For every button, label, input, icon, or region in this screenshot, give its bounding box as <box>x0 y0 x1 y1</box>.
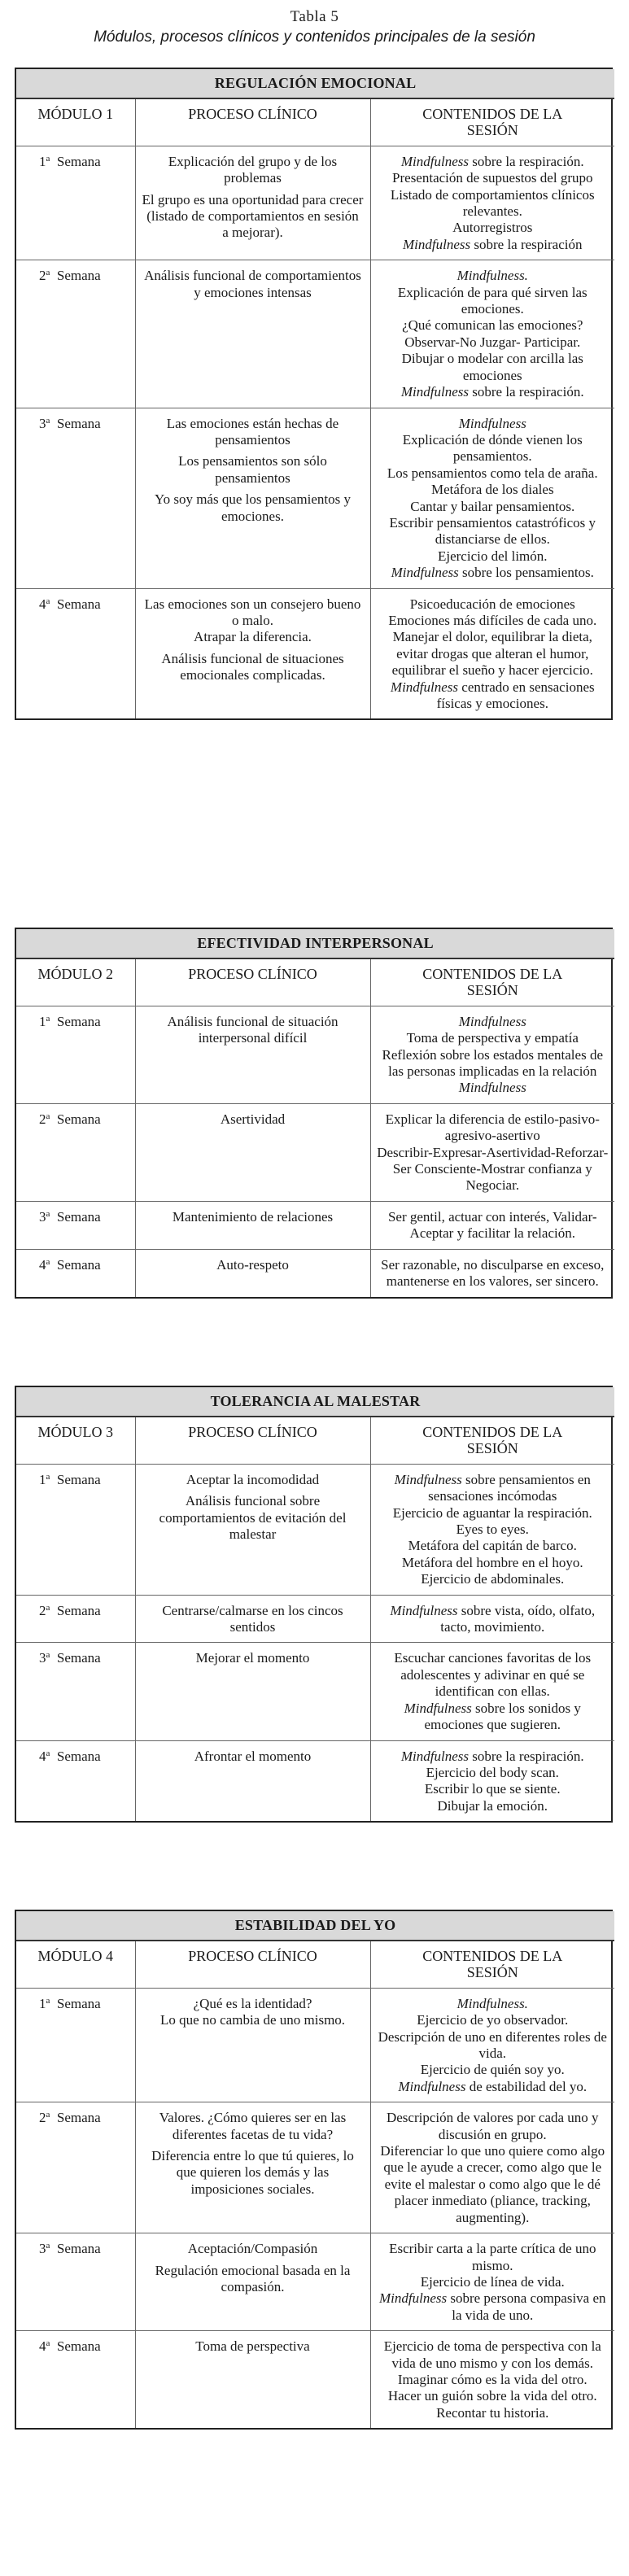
process-text: Explicación del grupo y de los problemas <box>168 153 338 186</box>
content-text: Mindfulness <box>458 415 526 431</box>
content-cell <box>370 588 614 718</box>
table-row <box>16 1249 614 1296</box>
process-text: Análisis funcional sobre comportamientos de evitación del malestar <box>159 1493 347 1543</box>
week-label: Semana <box>56 415 101 431</box>
content-cell <box>370 2102 614 2233</box>
week-cell <box>16 146 135 260</box>
week-cell <box>16 1249 135 1296</box>
process-text: Los pensamientos son sólo pensamientos <box>178 453 327 486</box>
content-text: Ejercicio de aguantar la respiración. <box>392 1504 592 1521</box>
week-ordinal: a <box>46 2241 50 2251</box>
week-label: Semana <box>56 1111 101 1127</box>
content-text: Ejercicio de línea de vida. <box>420 2273 565 2290</box>
content-text: Mindfulness sobre la respiración. <box>400 153 584 169</box>
module-label: MÓDULO 1 <box>16 98 135 146</box>
module-title: REGULACIÓN EMOCIONAL <box>16 69 614 98</box>
table-caption <box>0 0 629 48</box>
process-text: Aceptación/Compasión <box>187 2241 318 2257</box>
week-ordinal: a <box>46 1208 50 1219</box>
content-cell <box>370 1201 614 1249</box>
content-text: Psicoeducación de emociones <box>409 596 575 612</box>
module-table-2 <box>15 928 613 1299</box>
module-label: MÓDULO 3 <box>16 1417 135 1464</box>
header-proceso: PROCESO CLÍNICO <box>135 1417 370 1464</box>
content-text: Explicar la diferencia de estilo-pasivo-agresivo-asertivo <box>385 1111 600 1144</box>
content-text: Mindfulness. <box>456 1995 528 2011</box>
table-row <box>16 2102 614 2233</box>
process-cell <box>135 1249 370 1296</box>
content-text: Mindfulness <box>458 1013 526 1029</box>
process-text: Centrarse/calmarse en los cincos sentidos <box>162 1602 343 1635</box>
week-ordinal: a <box>46 1256 50 1267</box>
week-cell <box>16 2233 135 2331</box>
content-text: Dibujar o modelar con arcilla las emociones <box>401 351 583 383</box>
content-text: Metáfora de los diales <box>430 482 554 498</box>
process-text: Las emociones están hechas de pensamientos <box>166 415 339 448</box>
process-text: Análisis funcional de situación interpersonal difícil <box>167 1013 339 1046</box>
table-number: Tabla 5 <box>290 8 339 25</box>
content-cell <box>370 1595 614 1643</box>
content-text: Los pensamientos como tela de araña. <box>387 465 598 481</box>
content-text: Mindfulness centrado en sensaciones físicas y emociones. <box>390 679 595 711</box>
week-cell <box>16 2331 135 2429</box>
week-cell <box>16 408 135 588</box>
table-row <box>16 1464 614 1595</box>
week-number: 4 <box>39 2338 46 2355</box>
week-ordinal: a <box>46 2110 50 2120</box>
process-text: Mantenimiento de relaciones <box>172 1208 334 1225</box>
table-row <box>16 1103 614 1201</box>
week-label: Semana <box>56 1748 101 1764</box>
process-text: Aceptar la incomodidad <box>186 1471 320 1487</box>
week-cell <box>16 1595 135 1643</box>
process-text: Afrontar el momento <box>194 1748 312 1764</box>
content-cell <box>370 1103 614 1201</box>
table-row <box>16 588 614 718</box>
content-text: Manejar el dolor, equilibrar la dieta, evitar drogas que alteran el humor, equilibrar el sueño y hacer ejercicio. <box>391 629 593 679</box>
header-contenidos: CONTENIDOS DE LA SESIÓN <box>370 1941 614 1988</box>
week-label: Semana <box>56 2241 101 2257</box>
content-text: Metáfora del capitán de barco. <box>408 1538 577 1554</box>
header-proceso: PROCESO CLÍNICO <box>135 958 370 1006</box>
week-label: Semana <box>56 2110 101 2126</box>
content-text: Escuchar canciones favoritas de los adolescentes y adivinar en qué se identifican con ellas. <box>394 1650 592 1700</box>
content-text: Mindfulness sobre pensamientos en sensaciones incómodas <box>394 1471 591 1504</box>
content-text: Imaginar cómo es la vida del otro. <box>397 2371 588 2387</box>
week-cell <box>16 1740 135 1821</box>
week-cell <box>16 1201 135 1249</box>
process-text: Las emociones son un consejero bueno o malo. <box>144 596 361 628</box>
content-cell <box>370 2233 614 2331</box>
week-cell <box>16 1643 135 1740</box>
process-cell <box>135 1988 370 2102</box>
week-label: Semana <box>56 596 101 612</box>
week-label: Semana <box>56 268 101 284</box>
week-cell <box>16 1988 135 2102</box>
header-proceso: PROCESO CLÍNICO <box>135 98 370 146</box>
process-text: Diferencia entre lo que tú quieres, lo que quieren los demás y las imposiciones sociales. <box>151 2148 354 2197</box>
week-ordinal: a <box>46 1013 50 1024</box>
content-cell <box>370 2331 614 2429</box>
process-text: Regulación emocional basada en la compasión. <box>155 2262 351 2294</box>
content-text: Mindfulness sobre la respiración. <box>400 1748 584 1764</box>
content-text: Presentación de supuestos del grupo <box>392 170 593 186</box>
week-ordinal: a <box>46 1111 50 1121</box>
process-cell <box>135 1464 370 1595</box>
content-text: Describir-Expresar-Asertividad-Reforzar-Ser Consciente-Mostrar confianza y Negociar. <box>377 1144 609 1194</box>
process-cell <box>135 260 370 408</box>
content-text: Recontar tu historia. <box>436 2404 549 2421</box>
content-text: Metáfora del hombre en el hoyo. <box>401 1554 583 1570</box>
content-text: Observar-No Juzgar- Participar. <box>404 334 581 350</box>
table-row <box>16 1988 614 2102</box>
process-cell <box>135 1643 370 1740</box>
process-cell <box>135 1740 370 1821</box>
content-text: Mindfulness sobre la respiración. <box>400 384 584 400</box>
process-text: Valores. ¿Cómo quieres ser en las diferentes facetas de tu vida? <box>159 2110 347 2142</box>
week-number: 4 <box>39 1256 46 1273</box>
module-table-4 <box>15 1910 613 2430</box>
content-text: Mindfulness sobre vista, oído, olfato, tacto, movimiento. <box>390 1602 596 1635</box>
content-cell <box>370 146 614 260</box>
table-subtitle: Módulos, procesos clínicos y contenidos principales de la sesión <box>94 28 535 46</box>
content-text: Explicación de dónde vienen los pensamientos. <box>402 431 583 465</box>
content-text: Escribir lo que se siente. <box>424 1781 561 1797</box>
content-text: Descripción de valores por cada uno y discusión en grupo. <box>386 2110 599 2142</box>
week-ordinal: a <box>46 1995 50 2006</box>
week-number: 3 <box>39 1208 46 1225</box>
content-text: Mindfulness de estabilidad del yo. <box>398 2078 588 2094</box>
header-contenidos: CONTENIDOS DE LA SESIÓN <box>370 1417 614 1464</box>
content-text: Ejercicio de abdominales. <box>421 1571 565 1587</box>
week-label: Semana <box>56 2338 101 2355</box>
content-text: Mindfulness sobre los pensamientos. <box>391 565 594 581</box>
week-label: Semana <box>56 1471 101 1487</box>
week-number: 2 <box>39 268 46 284</box>
content-text: Diferenciar lo que uno quiere como algo que le ayude a crecer, como algo que le evite el malestar o como algo que le dé placer inmediato (pliance, tracking, augmenting). <box>380 2143 605 2225</box>
content-text: Ejercicio de quién soy yo. <box>420 2062 565 2078</box>
process-cell <box>135 408 370 588</box>
content-text: Mindfulness. <box>456 268 528 284</box>
content-text: Ejercicio de yo observador. <box>417 2012 569 2028</box>
process-text: Análisis funcional de situaciones emocionales complicadas. <box>161 650 344 683</box>
module-title: ESTABILIDAD DEL YO <box>16 1911 614 1941</box>
table-row <box>16 1740 614 1821</box>
header-contenidos: CONTENIDOS DE LA SESIÓN <box>370 958 614 1006</box>
table-row <box>16 1201 614 1249</box>
content-cell <box>370 1988 614 2102</box>
week-ordinal: a <box>46 153 50 164</box>
header-proceso: PROCESO CLÍNICO <box>135 1941 370 1988</box>
week-ordinal: a <box>46 1602 50 1613</box>
week-ordinal: a <box>46 2338 50 2349</box>
week-ordinal: a <box>46 596 50 606</box>
content-text: Hacer un guión sobre la vida del otro. <box>387 2388 597 2404</box>
process-cell <box>135 2331 370 2429</box>
week-number: 3 <box>39 1650 46 1666</box>
process-text: Lo que no cambia de uno mismo. <box>159 2012 346 2028</box>
week-number: 2 <box>39 1602 46 1618</box>
table-row <box>16 2233 614 2331</box>
week-label: Semana <box>56 1995 101 2011</box>
week-number: 1 <box>39 1995 46 2011</box>
process-text: Mejorar el momento <box>195 1650 310 1666</box>
content-text: Reflexión sobre los estados mentales de las personas implicadas en la relación <box>382 1046 603 1080</box>
week-number: 4 <box>39 1748 46 1764</box>
table-row <box>16 1643 614 1740</box>
content-cell <box>370 1249 614 1296</box>
process-text: El grupo es una oportunidad para crecer (listado de comportamientos en sesión a mejorar). <box>142 191 364 241</box>
content-text: Cantar y bailar pensamientos. <box>410 498 575 514</box>
week-number: 1 <box>39 1013 46 1029</box>
content-text: Dibujar la emoción. <box>437 1797 548 1814</box>
process-cell <box>135 1006 370 1103</box>
table-row <box>16 2331 614 2429</box>
week-number: 4 <box>39 596 46 612</box>
content-text: Listado de comportamientos clínicos relevantes. <box>390 186 595 220</box>
content-text: Descripción de uno en diferentes roles de vida. <box>378 2028 607 2062</box>
content-text: Escribir pensamientos catastróficos y distanciarse de ellos. <box>389 514 596 548</box>
module-title: EFECTIVIDAD INTERPERSONAL <box>16 929 614 958</box>
content-text: ¿Qué comunican las emociones? <box>402 317 583 334</box>
week-label: Semana <box>56 1650 101 1666</box>
content-cell <box>370 1464 614 1595</box>
week-ordinal: a <box>46 415 50 426</box>
week-cell <box>16 1103 135 1201</box>
process-text: Asertividad <box>220 1111 286 1127</box>
week-label: Semana <box>56 1208 101 1225</box>
content-text: Mindfulness sobre persona compasiva en la vida de uno. <box>378 2290 606 2323</box>
content-text: Ejercicio de toma de perspectiva con la vida de uno mismo y con los demás. <box>383 2338 601 2371</box>
content-cell <box>370 1740 614 1821</box>
table-row <box>16 1006 614 1103</box>
content-text: Mindfulness sobre los sonidos y emociones que sugieren. <box>404 1700 581 1733</box>
week-ordinal: a <box>46 1748 50 1758</box>
content-text: Autorregistros <box>452 220 533 236</box>
week-number: 3 <box>39 2241 46 2257</box>
process-cell <box>135 1595 370 1643</box>
process-text: ¿Qué es la identidad? <box>193 1995 312 2011</box>
process-text: Toma de perspectiva <box>195 2338 310 2355</box>
week-ordinal: a <box>46 1650 50 1661</box>
week-number: 3 <box>39 415 46 431</box>
process-cell <box>135 588 370 718</box>
table-row <box>16 1595 614 1643</box>
week-number: 2 <box>39 2110 46 2126</box>
week-label: Semana <box>56 1013 101 1029</box>
content-cell <box>370 260 614 408</box>
content-cell <box>370 1006 614 1103</box>
week-ordinal: a <box>46 268 50 278</box>
week-cell <box>16 588 135 718</box>
module-label: MÓDULO 2 <box>16 958 135 1006</box>
content-text: Ser razonable, no disculparse en exceso, mantenerse en los valores, ser sincero. <box>381 1256 605 1290</box>
content-text: Ser gentil, actuar con interés, Validar-Aceptar y facilitar la relación. <box>387 1208 597 1242</box>
process-cell <box>135 2102 370 2233</box>
week-cell <box>16 1006 135 1103</box>
week-label: Semana <box>56 1256 101 1273</box>
process-text: Análisis funcional de comportamientos y emociones intensas <box>144 268 361 300</box>
module-title: TOLERANCIA AL MALESTAR <box>16 1387 614 1417</box>
week-label: Semana <box>56 1602 101 1618</box>
content-text: Mindfulness <box>458 1080 526 1096</box>
content-text: Mindfulness sobre la respiración <box>403 236 583 252</box>
week-cell <box>16 260 135 408</box>
process-text: Atrapar la diferencia. <box>194 629 312 645</box>
week-label: Semana <box>56 153 101 169</box>
process-text: Auto-respeto <box>216 1256 289 1273</box>
week-cell <box>16 2102 135 2233</box>
week-cell <box>16 1464 135 1595</box>
content-text: Toma de perspectiva y empatía <box>406 1030 579 1046</box>
table-row <box>16 146 614 260</box>
content-text: Ejercicio del body scan. <box>426 1764 559 1780</box>
content-cell <box>370 1643 614 1740</box>
module-label: MÓDULO 4 <box>16 1941 135 1988</box>
content-text: Explicación de para qué sirven las emociones. <box>397 284 588 317</box>
module-table-1 <box>15 68 613 720</box>
process-cell <box>135 1201 370 1249</box>
table-row <box>16 260 614 408</box>
content-cell <box>370 408 614 588</box>
content-text: Eyes to eyes. <box>456 1522 529 1538</box>
content-text: Ejercicio del limón. <box>437 548 548 564</box>
process-cell <box>135 146 370 260</box>
process-cell <box>135 1103 370 1201</box>
week-number: 2 <box>39 1111 46 1127</box>
module-table-3 <box>15 1386 613 1823</box>
week-number: 1 <box>39 1471 46 1487</box>
table-row <box>16 408 614 588</box>
content-text: Emociones más difíciles de cada uno. <box>388 612 597 628</box>
process-text: Yo soy más que los pensamientos y emociones. <box>155 491 351 524</box>
process-cell <box>135 2233 370 2331</box>
header-contenidos: CONTENIDOS DE LA SESIÓN <box>370 98 614 146</box>
content-text: Escribir carta a la parte crítica de uno mismo. <box>389 2241 596 2273</box>
week-number: 1 <box>39 153 46 169</box>
week-ordinal: a <box>46 1471 50 1482</box>
